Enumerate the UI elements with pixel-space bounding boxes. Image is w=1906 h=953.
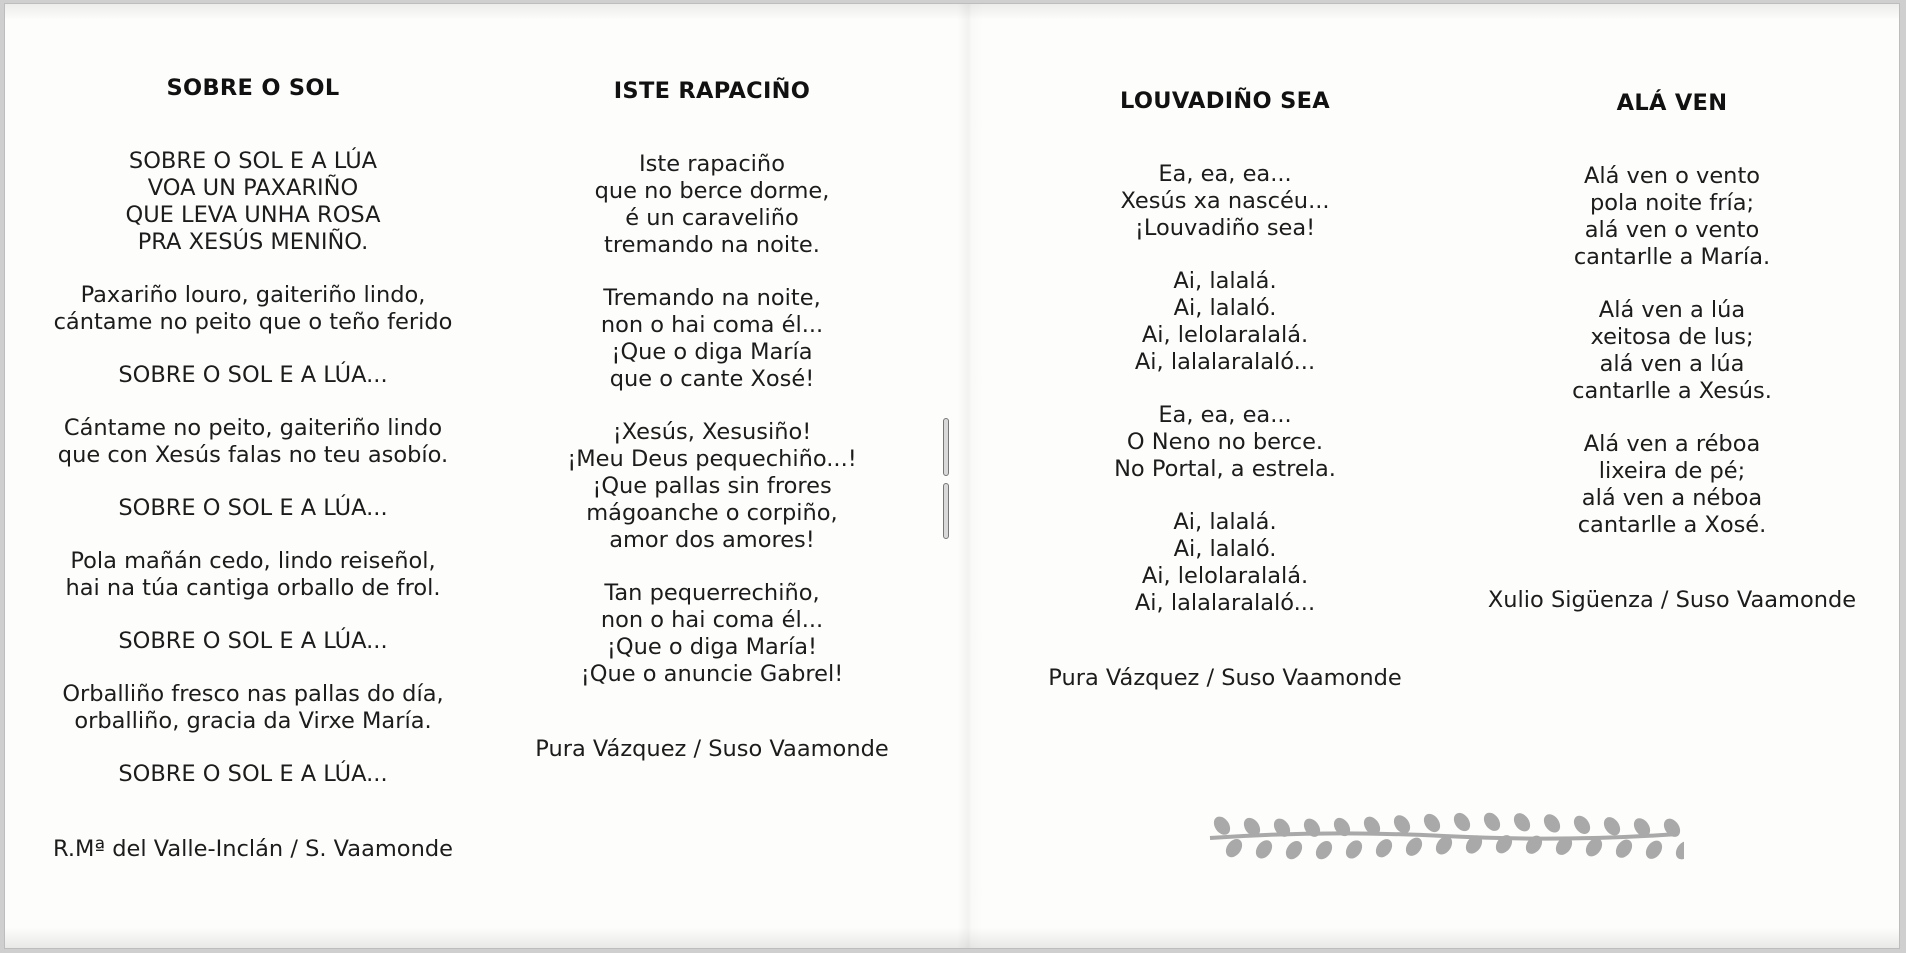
lyric-line: Ea, ea, ea... [1158,161,1292,187]
stanza [33,282,473,336]
leaf-icon [1601,814,1624,838]
lyric-line: xeitosa de lus; [1590,324,1754,350]
leaf-icon [1421,811,1444,835]
leaf-icon [1343,837,1366,861]
leaf-icon [1673,838,1684,862]
lyric-line: orballiño, gracia da Virxe María. [74,708,432,734]
lyric-line: tremando na noite. [604,232,820,258]
lyric-line: ¡Louvadiño sea! [1134,215,1316,241]
lyric-line: SOBRE O SOL E A LÚA... [118,761,388,787]
stanza [1452,297,1892,405]
lyric-line: Alá ven a lúa [1598,297,1746,323]
lyric-line: Tan pequerrechiño, [604,580,820,606]
song-ala-ven [1452,90,1892,614]
lyric-line: hai na túa cantiga orballo de frol. [65,575,441,601]
leaf-icon [1613,836,1636,860]
scan-bottom-shadow [5,928,1899,948]
lyric-line: PRA XESÚS MENIÑO. [137,229,369,255]
lyric-line: Ai, lelolaralalá. [1141,322,1309,348]
lyric-line: SOBRE O SOL E A LÚA... [118,495,388,521]
lyric-line: cantarlle a Xosé. [1577,512,1767,538]
lyric-line: SOBRE O SOL E A LÚA... [118,362,388,388]
song-title: ISTE RAPACIÑO [613,78,811,104]
leaf-icon [1523,832,1546,856]
lyric-line: lixeira de pé; [1598,458,1746,484]
leaf-icon [1211,813,1234,837]
lyric-line: SOBRE O SOL E A LÚA [128,148,378,174]
stanza [33,681,473,735]
leaf-icon [1571,813,1594,837]
stanza [492,285,932,393]
leaf-icon [1643,838,1666,862]
lyric-line: alá ven a lúa [1599,351,1745,377]
scan-top-shadow [5,4,1899,20]
lyric-line: Tremando na noite, [603,285,821,311]
vine-leaf-ornament-icon [1204,800,1684,870]
leaf-icon [1283,838,1306,862]
leaf-icon [1511,810,1534,834]
leaf-icon [1493,832,1516,856]
staple-bottom [943,483,949,539]
leaf-icon [1253,837,1276,861]
leaf-icon [1373,836,1396,860]
lyric-line: ¡Xesús, Xesusiño! [612,419,812,445]
lyric-line: amor dos amores! [609,527,815,553]
lyric-line: Ai, lalalá. [1173,509,1277,535]
leaf-icon [1223,836,1246,860]
lyric-line: Cántame no peito, gaiteriño lindo [63,415,443,441]
lyric-line: alá ven o vento [1584,217,1760,243]
lyric-line: Xesús xa nascéu... [1120,188,1330,214]
lyric-line: ¡Que o anuncie Gabrel! [580,661,844,687]
stanza [492,580,932,688]
staple-top [943,418,949,476]
lyric-line: Ai, lalaló. [1173,536,1277,562]
song-title: ALÁ VEN [1616,90,1728,116]
lyric-line: No Portal, a estrela. [1114,456,1336,482]
lyric-line: QUE LEVA UNHA ROSA [125,202,381,228]
lyric-line: ¡Que o diga María! [606,634,818,660]
lyric-line: é un caraveliño [625,205,799,231]
stanza [1452,163,1892,271]
lyric-line: non o hai coma él... [600,312,824,338]
stanza [492,151,932,259]
leaf-icon [1403,835,1426,859]
song-credit: R.Mª del Valle-Inclán / S. Vaamonde [53,836,453,862]
lyric-line: Ai, lalalaralaló... [1134,590,1316,616]
stanza [33,761,473,788]
lyric-line: O Neno no berce. [1126,429,1324,455]
song-credit: Pura Vázquez / Suso Vaamonde [1048,665,1402,691]
leaf-icon [1451,810,1474,834]
stanza [492,419,932,554]
stanza [1005,402,1445,483]
lyric-line: alá ven a néboa [1581,485,1763,511]
stanza [33,628,473,655]
stanza [33,495,473,522]
lyric-line: Ai, lalalaralaló... [1134,349,1316,375]
lyric-line: Orballiño fresco nas pallas do día, [62,681,444,707]
lyric-line: cantarlle a María. [1573,244,1771,270]
stanza [33,415,473,469]
lyric-line: Alá ven o vento [1583,163,1761,189]
lyric-line: Paxariño louro, gaiteriño lindo, [80,282,426,308]
stanza [1005,161,1445,242]
lyric-line: VOA UN PAXARIÑO [147,175,359,201]
song-credit: Pura Vázquez / Suso Vaamonde [535,736,889,762]
lyric-line: non o hai coma él... [600,607,824,633]
stanza [33,148,473,256]
lyric-line: Ai, lalalá. [1173,268,1277,294]
leaf-icon [1331,815,1354,839]
lyric-line: Ai, lalaló. [1173,295,1277,321]
song-iste-rapacino [492,78,932,763]
lyric-line: cántame no peito que o teño ferido [53,309,453,335]
songbook-spread [4,3,1900,949]
lyric-line: SOBRE O SOL E A LÚA... [118,628,388,654]
stanza [1005,509,1445,617]
stanza [33,362,473,389]
lyric-line: Alá ven a réboa [1583,431,1761,457]
lyric-line: ¡Meu Deus pequechiño...! [567,446,857,472]
song-title: LOUVADIÑO SEA [1120,88,1330,114]
lyric-line: Ea, ea, ea... [1158,402,1292,428]
lyric-line: ¡Que o diga María [611,339,813,365]
lyric-line: Ai, lelolaralalá. [1141,563,1309,589]
stanza [33,548,473,602]
lyric-line: que no berce dorme, [594,178,830,204]
lyric-line: mágoanche o corpiño, [586,500,838,526]
leaf-icon [1541,811,1564,835]
leaf-icon [1313,838,1336,862]
lyric-line: que o cante Xosé! [609,366,815,392]
leaf-icon [1301,816,1324,840]
lyric-line: ¡Que pallas sin frores [592,473,832,499]
leaf-icon [1481,810,1504,834]
lyric-line: cantarlle a Xesús. [1572,378,1772,404]
song-title: SOBRE O SOL [166,75,340,101]
lyric-line: pola noite fría; [1589,190,1755,216]
song-sobre-o-sol [33,75,473,863]
lyric-line: Pola mañán cedo, lindo reiseñol, [70,548,436,574]
stanza [1005,268,1445,376]
lyric-line: que con Xesús falas no teu asobío. [57,442,449,468]
song-louvadino-sea [1005,88,1445,692]
center-fold [957,4,983,948]
stanza [1452,431,1892,539]
lyric-line: Iste rapaciño [639,151,785,177]
song-credit: Xulio Sigüenza / Suso Vaamonde [1487,587,1857,613]
